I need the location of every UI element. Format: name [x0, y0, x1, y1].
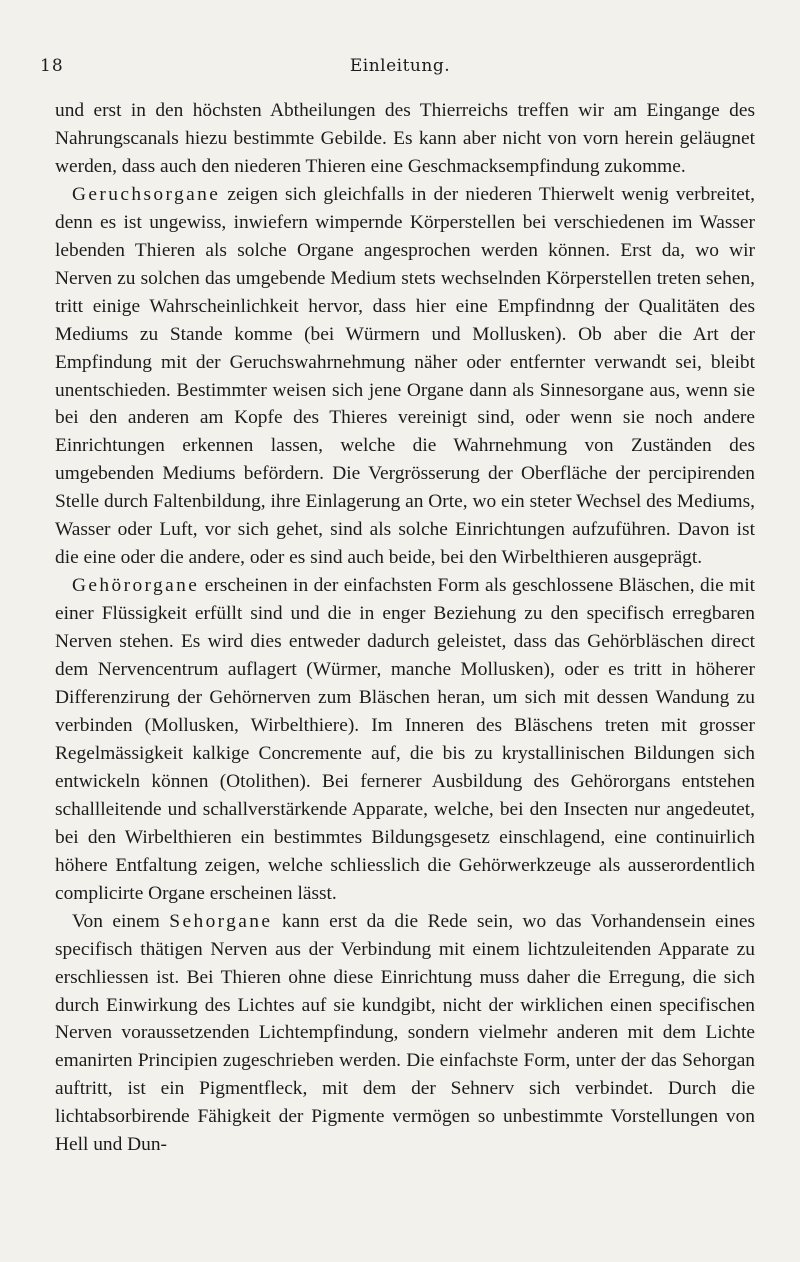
paragraph-hearing [55, 572, 755, 907]
paragraph-text: kann erst da die Rede sein, wo das Vorhandensein eines specifisch thätigen Nerven aus der Verbindung mit einem lichtzuleitenden Apparate zu erschliessen ist. Bei Thieren ohne diese Einrichtung muss daher die Erregung, die sich durch Einwirkung des Lichtes auf sie kundgibt, nicht der wirklichen einen specifischen Nerven voraussetzenden Lichtempfindung, sondern vielmehr anderen mit dem Lichte emanirten Principien zugeschrieben werden. Die einfachste Form, unter der das Sehorgan auftritt, ist ein Pigmentfleck, mit dem der Sehnerv sich verbindet. Durch die lichtabsorbirende Fähigkeit der Pigmente vermögen so unbestimmte Vorstellungen von Hell und Dun- [55, 910, 755, 1156]
paragraph-text: erscheinen in der einfachsten Form als geschlossene Bläschen, die mit einer Flüssigkeit erfüllt sind und die in enger Beziehung zu den specifisch erregbaren Nerven stehen. Es wird dies entweder dadurch geleistet, dass das Gehörbläschen direct dem Nervencentrum auflagert (Würmer, manche Mollusken), oder es tritt in höherer Differenzirung der Gehörnerven zum Bläschen heran, um sich mit dessen Wandung zu verbinden (Mollusken, Wirbelthiere). Im Inneren des Bläschens treten mit grosser Regelmässigkeit kalkige Concremente auf, die bis zu krystallinischen Bildungen sich entwickeln können (Otolithen). Bei fernerer Ausbildung des Gehörorgans entstehen schallleitende und schallverstärkende Apparate, welche, bei den Insecten nur angedeutet, bei den Wirbelthieren ein bestimmtes Bildungsgesetz einschlagend, eine continuirlich höhere Entfaltung zeigen, welche schliesslich die Gehörwerkzeuge als ausserordentlich complicirte Organe erscheinen lässt. [55, 575, 755, 904]
paragraph-text: zeigen sich gleichfalls in der niederen Thierwelt wenig verbreitet, denn es ist ungewiss, inwiefern wimpernde Körperstellen bei verschiedenen im Wasser lebenden Thieren als solche Organe angesprochen werden können. Erst da, wo wir Nerven zu solchen das umgebende Medium stets wechselnden Körperstellen treten sehen, tritt einige Wahrscheinlichkeit hervor, dass hier eine Empfindnng der Qualitäten des Mediums zu Stande komme (bei Würmern und Mollusken). Ob aber die Art der Empfindung mit der Geruchswahrnehmung näher oder entfernter verwandt sei, bleibt unentschieden. Bestimmter weisen sich jene Organe dann als Sinnesorgane aus, wenn sie bei den anderen am Kopfe des Thieres vereinigt sind, oder wenn sie noch andere Einrichtungen erkennen lassen, welche die Wahrnehmung von Zuständen des umgebenden Mediums befördern. Die Vergrösserung der Oberfläche der percipirenden Stelle durch Faltenbildung, ihre Einlagerung an Orte, wo ein steter Wechsel des Mediums, Wasser oder Luft, vor sich gehet, sind als solche Einrichtungen aufzuführen. Davon ist die eine oder die andere, oder es sind auch beide, bei den Wirbelthieren ausgeprägt. [55, 183, 755, 569]
paragraph-text: und erst in den höchsten Abtheilungen des Thierreichs treffen wir am Eingange des Nahrungscanals hiezu bestimmte Gebilde. Es kann aber nicht von vorn herein geläugnet werden, dass auch den niederen Thieren eine Geschmacksempfindung zukomme. [55, 100, 755, 177]
paragraph-sight [55, 908, 755, 1160]
running-title: Einleitung. [349, 56, 451, 76]
section-term-geruchsorgane: Geruchsorgane [72, 183, 221, 205]
section-term-gehoerorgane: Gehörorgane [72, 575, 200, 597]
paragraph-smell [55, 181, 755, 572]
page-header [40, 56, 760, 80]
body-text [55, 97, 755, 1159]
paragraph-taste [55, 97, 755, 181]
page-number: 18 [40, 56, 64, 76]
section-term-sehorgane: Von einem Sehorgane [72, 910, 273, 932]
